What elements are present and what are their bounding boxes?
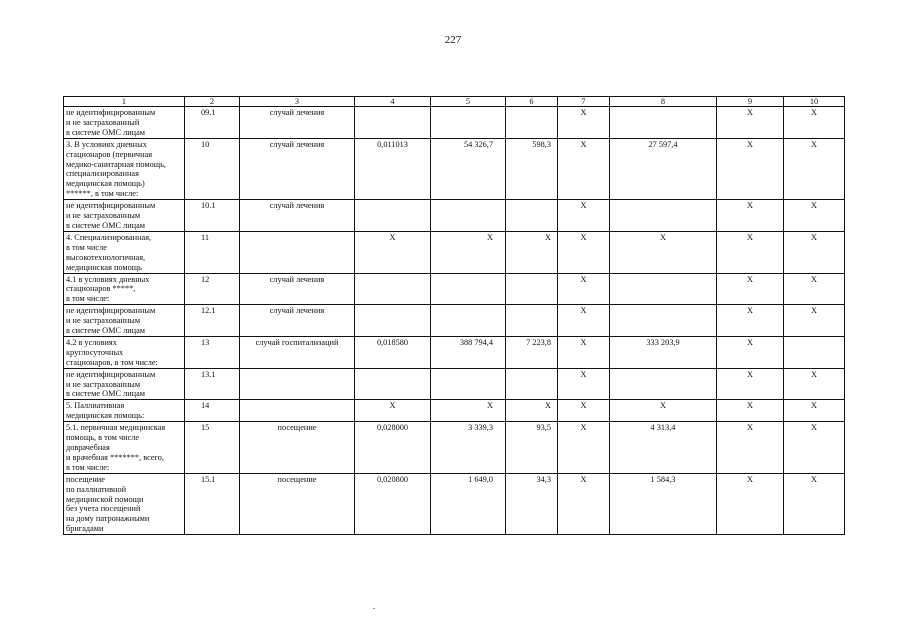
cell-v6 [506, 273, 558, 305]
cell-v8 [610, 305, 717, 337]
cell-v4: 0,018580 [355, 336, 431, 368]
cell-v7: X [558, 305, 610, 337]
cell-code: 14 [185, 400, 240, 422]
table-row [64, 336, 845, 368]
cell-v4: 0,020800 [355, 473, 431, 534]
row-description [64, 400, 185, 422]
description-line: медицинская помощь) [66, 179, 145, 189]
description-line: 4. Специализированная, [66, 232, 152, 242]
table-row [64, 107, 845, 139]
cell-v4 [355, 107, 431, 139]
cell-v8 [610, 107, 717, 139]
cell-v4 [355, 368, 431, 400]
description-line: стационаров (первичная [66, 149, 153, 159]
cell-v5: 1 649,0 [431, 473, 506, 534]
cell-v6 [506, 368, 558, 400]
cell-v6: 34,3 [506, 473, 558, 534]
description-line: в том числе: [66, 294, 110, 304]
cell-v8 [610, 368, 717, 400]
cell-code: 15.1 [185, 473, 240, 534]
cell-v8: 1 584,3 [610, 473, 717, 534]
cell-v6 [506, 305, 558, 337]
description-line: не идентифицированным [66, 306, 156, 316]
description-line: медицинская помощь [66, 262, 142, 272]
cell-v7: X [558, 200, 610, 232]
cell-v9: X [717, 138, 784, 199]
description-line: 5.1. первичная медицинская [66, 423, 166, 433]
cell-v8: 27 597,4 [610, 138, 717, 199]
cell-unit: случай лечения [240, 107, 355, 139]
cell-code: 12 [185, 273, 240, 305]
table-row [64, 400, 845, 422]
cell-v8: X [610, 231, 717, 273]
cell-v9: X [717, 473, 784, 534]
cell-code: 13.1 [185, 368, 240, 400]
column-header: 5 [431, 97, 506, 107]
cell-unit: посещение [240, 422, 355, 474]
cell-v10: X [784, 400, 845, 422]
description-line: в системе ОМС лицам [66, 127, 146, 137]
description-line: медицинская помощь: [66, 411, 145, 421]
row-description [64, 200, 185, 232]
cell-code: 10 [185, 138, 240, 199]
cell-v10: X [784, 231, 845, 273]
description-line: в системе ОМС лицам [66, 326, 146, 336]
cell-unit [240, 400, 355, 422]
row-description [64, 473, 185, 534]
description-line: без учета посещений [66, 504, 141, 514]
cell-v7: X [558, 273, 610, 305]
cell-v4 [355, 200, 431, 232]
table-row [64, 138, 845, 199]
description-line: доврачебная [66, 443, 110, 452]
description-line: 5. Паллиативная [66, 401, 125, 411]
cell-v8 [610, 273, 717, 305]
row-description [64, 273, 185, 305]
row-description [64, 107, 185, 139]
cell-v9: X [717, 400, 784, 422]
cell-v4: X [355, 231, 431, 273]
column-header: 1 [64, 97, 185, 107]
table-row [64, 368, 845, 400]
cell-v7: X [558, 336, 610, 368]
cell-v10: X [784, 473, 845, 534]
cell-v7: X [558, 368, 610, 400]
cell-v5: 54 326,7 [431, 138, 506, 199]
cell-v6: X [506, 400, 558, 422]
description-line: на дому патронажными [66, 514, 150, 524]
column-header: 7 [558, 97, 610, 107]
cell-code: 09.1 [185, 107, 240, 139]
cell-v9: X [717, 231, 784, 273]
cell-unit: посещение [240, 473, 355, 534]
cell-v10 [784, 336, 845, 368]
row-description [64, 231, 185, 273]
cell-v4: X [355, 400, 431, 422]
cell-v9: X [717, 107, 784, 139]
cell-v7: X [558, 473, 610, 534]
cell-v5: 388 794,4 [431, 336, 506, 368]
cell-v8: 4 313,4 [610, 422, 717, 474]
cell-v5 [431, 305, 506, 337]
cell-unit [240, 231, 355, 273]
cell-code: 15 [185, 422, 240, 474]
cell-v4: 0,028000 [355, 422, 431, 474]
cell-v4 [355, 273, 431, 305]
description-line: 4.2 в условиях [66, 337, 117, 347]
description-line: не идентифицированным [66, 369, 156, 379]
description-line: бригадами [66, 524, 104, 534]
cell-unit: случай лечения [240, 273, 355, 305]
cell-v9: X [717, 368, 784, 400]
description-line: и не застрахованный [66, 117, 140, 127]
row-description [64, 305, 185, 337]
description-line: не идентифицированным [66, 201, 156, 211]
cell-code: 11 [185, 231, 240, 273]
cell-v5 [431, 273, 506, 305]
cell-v5 [431, 200, 506, 232]
cell-v6: 598,3 [506, 138, 558, 199]
description-line: по паллиативной [66, 484, 127, 494]
description-line: медицинской помощи [66, 494, 144, 504]
cell-v7: X [558, 231, 610, 273]
cell-v4 [355, 305, 431, 337]
header-row [64, 97, 845, 107]
description-line: специализированная [66, 169, 139, 179]
column-header: 2 [185, 97, 240, 107]
column-header: 9 [717, 97, 784, 107]
cell-unit [240, 368, 355, 400]
description-line: 4.1 в условиях дневных [66, 274, 150, 284]
cell-v8: 333 203,9 [610, 336, 717, 368]
cell-v9: X [717, 336, 784, 368]
description-line: и не застрахованным [66, 379, 141, 389]
cell-v10: X [784, 305, 845, 337]
cell-unit: случай лечения [240, 305, 355, 337]
page-number: 227 [444, 34, 462, 46]
cell-v10: X [784, 138, 845, 199]
data-table [63, 96, 845, 535]
cell-v10: X [784, 422, 845, 474]
cell-v4: 0,011013 [355, 138, 431, 199]
cell-v7: X [558, 107, 610, 139]
row-description [64, 336, 185, 368]
table-body [64, 107, 845, 535]
row-description [64, 138, 185, 199]
cell-unit: случай госпитализаций [240, 336, 355, 368]
column-header: 8 [610, 97, 717, 107]
table-row [64, 231, 845, 273]
description-line: помощь, в том числе [66, 433, 140, 443]
cell-v5 [431, 107, 506, 139]
cell-v6 [506, 200, 558, 232]
cell-v5: X [431, 231, 506, 273]
cell-v6: X [506, 231, 558, 273]
description-line: в том числе: [66, 462, 110, 472]
description-line: и не застрахованным [66, 316, 141, 326]
description-line: 3. В условиях дневных [66, 139, 147, 149]
cell-v8 [610, 200, 717, 232]
cell-v10: X [784, 273, 845, 305]
table-row [64, 200, 845, 232]
column-header: 10 [784, 97, 845, 107]
cell-v7: X [558, 138, 610, 199]
cell-v7: X [558, 422, 610, 474]
description-line: и не застрахованным [66, 211, 141, 221]
table-row [64, 473, 845, 534]
cell-v8: X [610, 400, 717, 422]
cell-v5 [431, 368, 506, 400]
table-row [64, 273, 845, 305]
description-line: стационаров *****, [66, 284, 136, 294]
cell-code: 13 [185, 336, 240, 368]
cell-code: 10.1 [185, 200, 240, 232]
row-description [64, 368, 185, 400]
cell-v6: 93,5 [506, 422, 558, 474]
cell-v10: X [784, 368, 845, 400]
description-line: стационаров, в том числе: [66, 357, 158, 367]
cell-unit: случай лечения [240, 138, 355, 199]
cell-unit: случай лечения [240, 200, 355, 232]
description-line: и врачебная *******, всего, [66, 452, 164, 462]
description-line: в системе ОМС лицам [66, 389, 146, 399]
cell-v9: X [717, 422, 784, 474]
description-line: ******, в том числе: [66, 189, 139, 199]
description-line: посещение [66, 474, 105, 484]
cell-v6: 7 223,8 [506, 336, 558, 368]
description-line: медико-санитарная помощь, [66, 159, 166, 169]
description-line: высокотехнологичная, [66, 252, 146, 262]
table-row [64, 422, 845, 474]
cell-v10: X [784, 200, 845, 232]
cell-v6 [506, 107, 558, 139]
description-line: в системе ОМС лицам [66, 220, 146, 230]
cell-v9: X [717, 200, 784, 232]
row-description [64, 422, 185, 474]
column-header: 6 [506, 97, 558, 107]
cell-v10: X [784, 107, 845, 139]
footer-mark [373, 608, 375, 609]
cell-v7: X [558, 400, 610, 422]
column-header: 3 [240, 97, 355, 107]
cell-v5: 3 339,3 [431, 422, 506, 474]
cell-v9: X [717, 273, 784, 305]
cell-code: 12.1 [185, 305, 240, 337]
cell-v9: X [717, 305, 784, 337]
description-line: круглосуточных [66, 347, 124, 357]
column-header: 4 [355, 97, 431, 107]
cell-v5: X [431, 400, 506, 422]
table-row [64, 305, 845, 337]
description-line: не идентифицированным [66, 108, 156, 117]
description-line: в том числе [66, 242, 107, 252]
